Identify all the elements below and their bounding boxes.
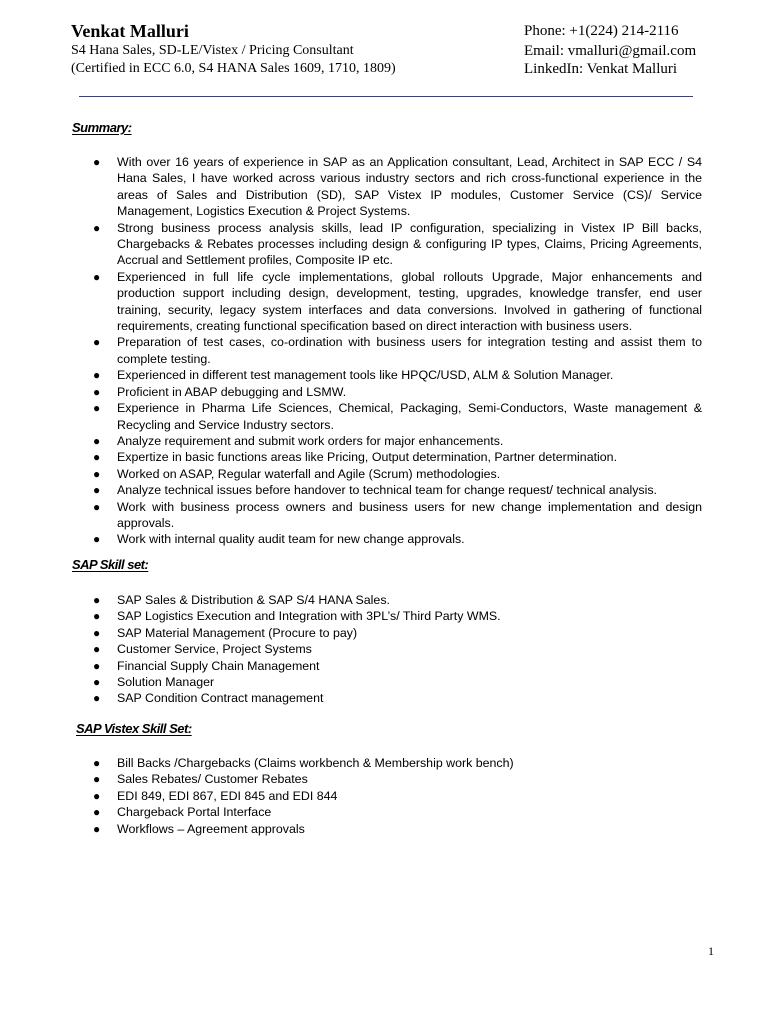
list-item [90, 690, 702, 706]
list-item [90, 449, 702, 465]
bullet-icon: ● [93, 658, 101, 673]
sap-skills-list [90, 592, 702, 707]
list-item [90, 367, 702, 383]
list-item-text: Financial Supply Chain Management [117, 658, 320, 673]
candidate-name: Venkat Malluri [71, 21, 189, 41]
list-item-text: Bill Backs /Chargebacks (Claims workbench & Membership work bench) [117, 756, 514, 770]
list-item-text: Work with internal quality audit team for new change approvals. [117, 532, 465, 547]
bullet-icon: ● [93, 821, 101, 836]
list-item-text: SAP Material Management (Procure to pay) [117, 625, 358, 640]
bullet-icon: ● [93, 609, 101, 624]
vistex-skills-heading: SAP Vistex Skill Set: [76, 721, 192, 736]
certifications: (Certified in ECC 6.0, S4 HANA Sales 1609, 1710, 1809) [71, 61, 396, 76]
bullet-icon: ● [93, 772, 101, 787]
bullet-icon: ● [93, 691, 101, 706]
list-item [90, 771, 702, 787]
list-item [90, 674, 702, 690]
list-item [90, 608, 702, 624]
vistex-skills-list [90, 755, 702, 837]
bullet-icon: ● [93, 593, 101, 607]
list-item [90, 755, 702, 771]
bullet-icon: ● [93, 269, 101, 284]
list-item-text: Work with business process owners and business users for new change implementation and design approvals. [117, 499, 702, 530]
list-item [90, 269, 702, 335]
bullet-icon: ● [93, 450, 101, 465]
bullet-icon: ● [93, 756, 101, 770]
bullet-icon: ● [93, 384, 101, 399]
bullet-icon: ● [93, 642, 101, 657]
list-item-text: With over 16 years of experience in SAP as an Application consultant, Lead, Architect in SAP ECC / S4 Hana Sales, I have worked across various industry sectors and rich cross-functional experience in the areas of Sales and Distribution (SD), SAP Vistex IP modules, Customer Service (CS)/ Service Management, Logistics Execution & Project Systems. [117, 155, 702, 219]
list-item-text: SAP Sales & Distribution & SAP S/4 HANA Sales. [117, 593, 390, 607]
list-item-text: Sales Rebates/ Customer Rebates [117, 772, 308, 787]
list-item-text: Experienced in different test management tools like HPQC/USD, ALM & Solution Manager. [117, 368, 614, 383]
header-right [521, 20, 761, 78]
bullet-icon: ● [93, 499, 101, 514]
list-item-text: Expertize in basic functions areas like Pricing, Output determination, Partner determination. [117, 450, 618, 465]
list-item-text: Solution Manager [117, 675, 215, 690]
list-item [90, 821, 702, 837]
bullet-icon: ● [93, 433, 101, 448]
bullet-icon: ● [93, 788, 101, 803]
list-item-text: SAP Condition Contract management [117, 691, 324, 706]
list-item [90, 804, 702, 820]
list-item [90, 499, 702, 532]
header-left [71, 20, 491, 78]
list-item [90, 788, 702, 804]
list-item [90, 531, 702, 547]
bullet-icon: ● [93, 401, 101, 416]
list-item-text: Customer Service, Project Systems [117, 642, 312, 657]
bullet-icon: ● [93, 466, 101, 481]
list-item-text: Experience in Pharma Life Sciences, Chemical, Packaging, Semi-Conductors, Waste management & Recycling and Service Industry sectors. [117, 401, 702, 432]
list-item-text: SAP Logistics Execution and Integration with 3PL’s/ Third Party WMS. [117, 609, 501, 624]
list-item [90, 400, 702, 433]
list-item-text: Experienced in full life cycle implementations, global rollouts Upgrade, Major enhancements and production support including design, development, testing, upgrades, knowledge transfer, end user training, security, legacy system interfaces and data conversions. Involved in gathering of functional requirements, creating functional specification based on direct interaction with business users. [117, 269, 702, 334]
job-title: S4 Hana Sales, SD-LE/Vistex / Pricing Consultant [71, 43, 354, 58]
bullet-icon: ● [93, 483, 101, 498]
page-number: 1 [708, 944, 714, 958]
list-item-text: EDI 849, EDI 867, EDI 845 and EDI 844 [117, 788, 338, 803]
bullet-icon: ● [93, 675, 101, 690]
email: Email: vmalluri@gmail.com [524, 43, 697, 59]
list-item-text: Worked on ASAP, Regular waterfall and Agile (Scrum) methodologies. [117, 466, 501, 481]
bullet-icon: ● [93, 805, 101, 820]
summary-list [90, 154, 702, 548]
list-item-text: Analyze technical issues before handover to technical team for change request/ technical analysis. [117, 483, 657, 498]
summary-heading: Summary: [72, 120, 132, 135]
bullet-icon: ● [93, 368, 101, 383]
list-item [90, 220, 702, 269]
sap-skills-heading: SAP Skill set: [72, 557, 149, 572]
list-item [90, 482, 702, 498]
list-item [90, 466, 702, 482]
bullet-icon: ● [93, 335, 101, 350]
bullet-icon: ● [93, 220, 101, 235]
list-item [90, 625, 702, 641]
header-divider [79, 96, 693, 97]
list-item [90, 154, 702, 220]
list-item-text: Proficient in ABAP debugging and LSMW. [117, 384, 347, 399]
list-item [90, 334, 702, 367]
phone: Phone: +1(224) 214-2116 [524, 23, 679, 39]
bullet-icon: ● [93, 532, 101, 547]
list-item-text: Chargeback Portal Interface [117, 805, 272, 820]
list-item-text: Workflows – Agreement approvals [117, 821, 305, 836]
bullet-icon: ● [93, 625, 101, 640]
list-item-text: Preparation of test cases, co-ordination with business users for integration testing and assist them to complete testing. [117, 335, 702, 366]
linkedin: LinkedIn: Venkat Malluri [524, 61, 678, 77]
list-item-text: Strong business process analysis skills, lead IP configuration, specializing in Vistex IP Bill backs, Chargebacks & Rebates processes including design & configuring IP types, Claims, Pricing Agreements, Accrual and Settlement profiles, Composite IP etc. [117, 220, 702, 268]
bullet-icon: ● [93, 155, 101, 169]
list-item [90, 433, 702, 449]
list-item [90, 641, 702, 657]
list-item-text: Analyze requirement and submit work orders for major enhancements. [117, 433, 504, 448]
list-item [90, 384, 702, 400]
list-item [90, 658, 702, 674]
list-item [90, 592, 702, 608]
